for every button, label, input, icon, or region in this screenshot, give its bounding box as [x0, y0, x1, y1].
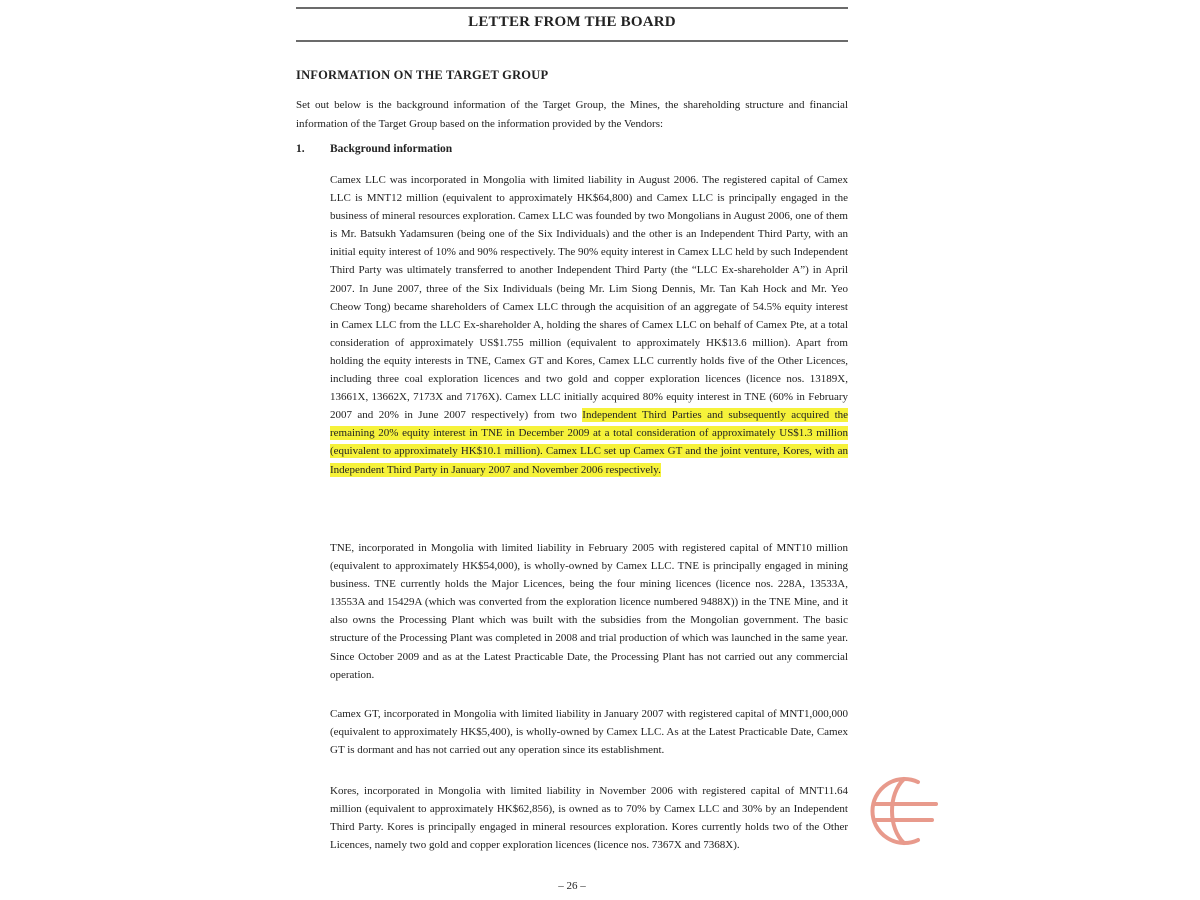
document-page — [296, 0, 848, 900]
globe-watermark-icon — [866, 774, 940, 848]
paragraph-kores: Kores, incorporated in Mongolia with limited liability in November 2006 with registered capital of MNT11.64 million (equivalent to approximately HK$62,856), is owned as to 70% by Camex LLC and 30% by an Independent Third Party. Kores is principally engaged in mineral resources exploration. Kores currently holds two of the Other Licences, namely two gold and copper exploration licences (licence nos. 7367X and 7368X). — [330, 785, 848, 852]
highlighted-text: Independent Third Parties and subsequently acquired the remaining 20% equity interest in TNE in December 2009 at a total consideration of approximately US$1.3 million (equivalent to approximately HK$10.1 million). Camex LLC set up Camex GT and the joint venture, Kores, with an Independent Third Party in January 2007 and November 2006 respectively. — [330, 409, 849, 476]
subsection-number: 1. — [296, 143, 305, 155]
paragraph-camex-gt: Camex GT, incorporated in Mongolia with limited liability in January 2007 with registered capital of MNT1,000,000 (equivalent to approximately HK$5,400), is wholly-owned by Camex LLC. As at the Latest Practicable Date, Camex GT is dormant and has not carried out any operation since its establishment. — [330, 708, 848, 757]
section-title: INFORMATION ON THE TARGET GROUP — [296, 68, 549, 82]
subsection-title: Background information — [330, 143, 453, 155]
paragraph-camex-llc — [330, 171, 848, 479]
header-top-rule — [296, 7, 848, 9]
header-bottom-rule — [296, 40, 848, 42]
paragraph-camex-llc-text: Camex LLC was incorporated in Mongolia with limited liability in August 2006. The registered capital of Camex LLC is MNT12 million (equivalent to approximately HK$64,800) and Camex LLC is principally engaged in the business of mineral resources exploration. Camex LLC was founded by two Mongolians in August 2006, one of them is Mr. Batsukh Yadamsuren (being one of the Six Individuals) and the other is an Independent Third Party, with an initial equity interest of 10% and 90% respectively. The 90% equity interest in Camex LLC held by such Independent Third Party was ultimately transferred to another Independent Third Party (the “LLC Ex-shareholder A”) in April 2007. In June 2007, three of the Six Individuals (being Mr. Lim Siong Dennis, Mr. Tan Kah Hock and Mr. Yeo Cheow Tong) became shareholders of Camex LLC through the acquisition of an aggregate of 54.5% equity interest in Camex LLC from the LLC Ex-shareholder A, holding the shares of Camex LLC on behalf of Camex Pte, at a total consideration of approximately US$1.755 million (equivalent to approximately HK$13.6 million). Apart from holding the equity interests in TNE, Camex GT and Kores, Camex LLC currently holds five of the Other Licences, including three coal exploration licences and two gold and copper exploration licences (licence nos. 13189X, 13661X, 13662X, 7173X and 7176X). Camex LLC initially acquired 80% equity interest in TNE (60% in February 2007 and 20% in June 2007 respectively) from two — [330, 174, 848, 422]
page-header-title: LETTER FROM THE BOARD — [468, 14, 676, 30]
watermark-meridian — [892, 779, 904, 843]
paragraph-tne: TNE, incorporated in Mongolia with limited liability in February 2005 with registered capital of MNT10 million (equivalent to approximately HK$54,000), is wholly-owned by Camex LLC. TNE is principally engaged in mining business. TNE currently holds the Major Licences, being the four mining licences (licence nos. 228A, 13533A, 13553A and 15429A (which was converted from the exploration licence numbered 9488X)) in the TNE Mine, and it also owns the Processing Plant which was built with the subsidies from the Mongolian government. The basic structure of the Processing Plant was completed in 2008 and trial production of which was launched in the same year. Since October 2009 and as at the Latest Practicable Date, the Processing Plant has not carried out any commercial operation. — [330, 542, 848, 681]
page-number: – 26 – — [558, 880, 586, 892]
intro-paragraph: Set out below is the background information of the Target Group, the Mines, the shareholding structure and financial information of the Target Group based on the information provided by the Vendors: — [296, 99, 848, 130]
